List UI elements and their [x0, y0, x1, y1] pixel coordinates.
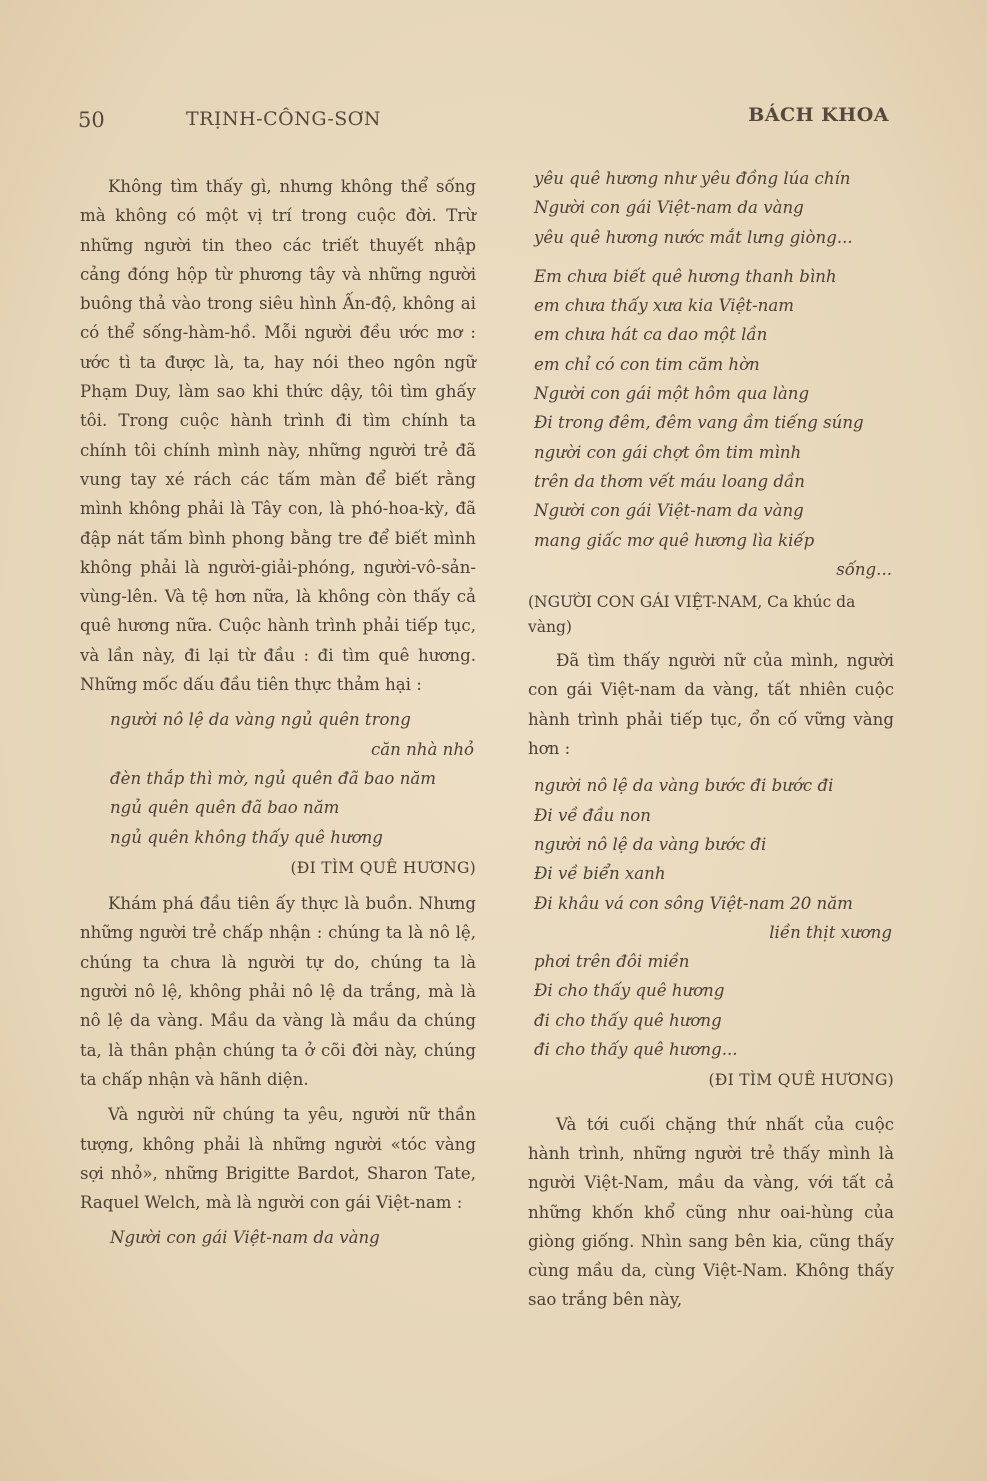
verse-line: đi cho thấy quê hương [534, 1010, 722, 1030]
verse-block-2-continued [528, 164, 894, 252]
verse-line: yêu quê hương như yêu đồng lúa chín [534, 169, 851, 188]
verse-line: em chưa thấy xưa kia Việt-nam [534, 296, 794, 316]
verse-line: Đi trong đêm, đêm vang ầm tiếng súng [534, 413, 864, 433]
verse-block-4 [528, 771, 894, 1064]
running-header-publication: BÁCH KHOA [748, 104, 889, 126]
verse-line: đi cho thấy quê hương... [534, 1040, 738, 1060]
citation-3: (ĐI TÌM QUÊ HƯƠNG) [708, 1071, 894, 1090]
verse-line: em chưa hát ca dao một lần [534, 325, 768, 345]
citation-2: (NGƯỜI CON GÁI VIỆT-NAM, Ca khúc da vàng) [528, 593, 856, 637]
verse-line: Người con gái Việt-nam da vàng [110, 1228, 380, 1248]
paragraph-1: Không tìm thấy gì, nhưng không thể sống mà không có một vị trí trong cuộc đời. Trừ những người tin theo các triết thuyết nhập cảng đóng hộp từ phương tây và những người buông thả vào trong siêu hình Ấn-độ, không ai có thể sống-hàm-hồ. Mỗi người đều ước mơ : ước tì ta được là, ta, hay nói theo ngôn ngữ Phạm Duy, làm sao khi thức dậy, tôi tìm ghấy tôi. Trong cuộc hành trình đi tìm chính ta chính tôi chính mình này, những người trẻ đã vung tay xé rách các tấm màn để biết rằng mình không phải là Tây con, là phó-hoa-kỳ, đã đập nát tấm bình phong bằng tre để biết mình không phải là người-giải-phóng, người-vô-sản-vùng-lên. Và tệ hơn nữa, là không còn thấy cả quê hương nữa. Cuộc hành trình phải tiếp tục, và lần này, đi lại từ đầu : đi tìm quê hương. Những mốc dấu đầu tiên thực thảm hại : [80, 177, 476, 695]
verse-line: người nô lệ da vàng ngủ quên trong [110, 710, 411, 730]
page-header [78, 104, 889, 138]
verse-block-1 [80, 705, 476, 851]
verse-line: căn nhà nhỏ [370, 739, 474, 759]
verse-line: Người con gái một hôm qua làng [534, 384, 810, 404]
verse-line: ngủ quên quên đã bao năm [110, 798, 340, 818]
verse-line: Đi về đầu non [534, 805, 651, 825]
paragraph-4: Đã tìm thấy người nữ của mình, người con gái Việt-nam da vàng, tất nhiên cuộc hành trình phải tiếp tục, ổn cố vững vàng hơn : [528, 651, 894, 759]
verse-line: Đi khâu vá con sông Việt-nam 20 năm [534, 893, 853, 913]
verse-line: Đi về biển xanh [534, 864, 666, 884]
verse-line: em chỉ có con tim căm hờn [534, 354, 760, 374]
paragraph-3: Và người nữ chúng ta yêu, người nữ thần tượng, không phải là những người «tóc vàng sợi nhỏ», những Brigitte Bardot, Sharon Tate, Raquel Welch, mà là người con gái Việt-nam : [80, 1105, 476, 1213]
verse-line: Người con gái Việt-nam da vàng [534, 198, 804, 218]
verse-line: Người con gái Việt-nam da vàng [534, 501, 804, 521]
verse-line: yêu quê hương nước mắt lưng giòng... [534, 227, 853, 247]
verse-line: liền thịt xương [769, 922, 892, 942]
verse-line: phơi trên đôi miền [534, 952, 690, 972]
paragraph-2: Khám phá đầu tiên ấy thực là buồn. Nhưng những người trẻ chấp nhận : chúng ta là nô lệ, chúng ta chưa là người tự do, chúng ta là người nô lệ, không phải nô lệ da trắng, mà là nô lệ da vàng. Mầu da vàng là mầu da chúng ta, là thân phận chúng ta ở cõi đời này, chúng ta chấp nhận và hãnh diện. [80, 894, 476, 1089]
verse-line: ngủ quên không thấy quê hương [110, 827, 383, 847]
right-column [528, 169, 894, 1315]
verse-block-2 [80, 1223, 476, 1252]
verse-line: đèn thắp thì mờ, ngủ quên đã bao năm [110, 768, 437, 788]
verse-block-3 [528, 262, 894, 584]
verse-line: người nô lệ da vàng bước đi [534, 834, 767, 854]
page-number: 50 [78, 108, 105, 132]
paragraph-5: Và tới cuối chặng thứ nhất của cuộc hành trình, những người trẻ thấy mình là người Việt-Nam, mầu da vàng, với tất cả những khốn khổ cũng như oai-hùng của giòng giống. Nhìn sang bên kia, cũng thấy cùng mầu da, cùng Việt-Nam. Không thấy sao trắng bên này, [528, 1114, 894, 1310]
verse-line: người nô lệ da vàng bước đi bước đi [534, 776, 834, 796]
verse-line: Em chưa biết quê hương thanh bình [534, 266, 837, 286]
verse-line: sống... [836, 559, 892, 579]
running-header-author: TRỊNH-CÔNG-SƠN [186, 108, 382, 130]
verse-line: Đi cho thấy quê hương [534, 981, 725, 1001]
citation-1: (ĐI TÌM QUÊ HƯƠNG) [290, 858, 476, 877]
left-column [80, 172, 476, 1255]
verse-line: mang giấc mơ quê hương lìa kiếp [534, 530, 815, 550]
verse-line: trên da thơm vết máu loang dần [534, 471, 805, 491]
verse-line: người con gái chợt ôm tim mình [534, 442, 802, 462]
